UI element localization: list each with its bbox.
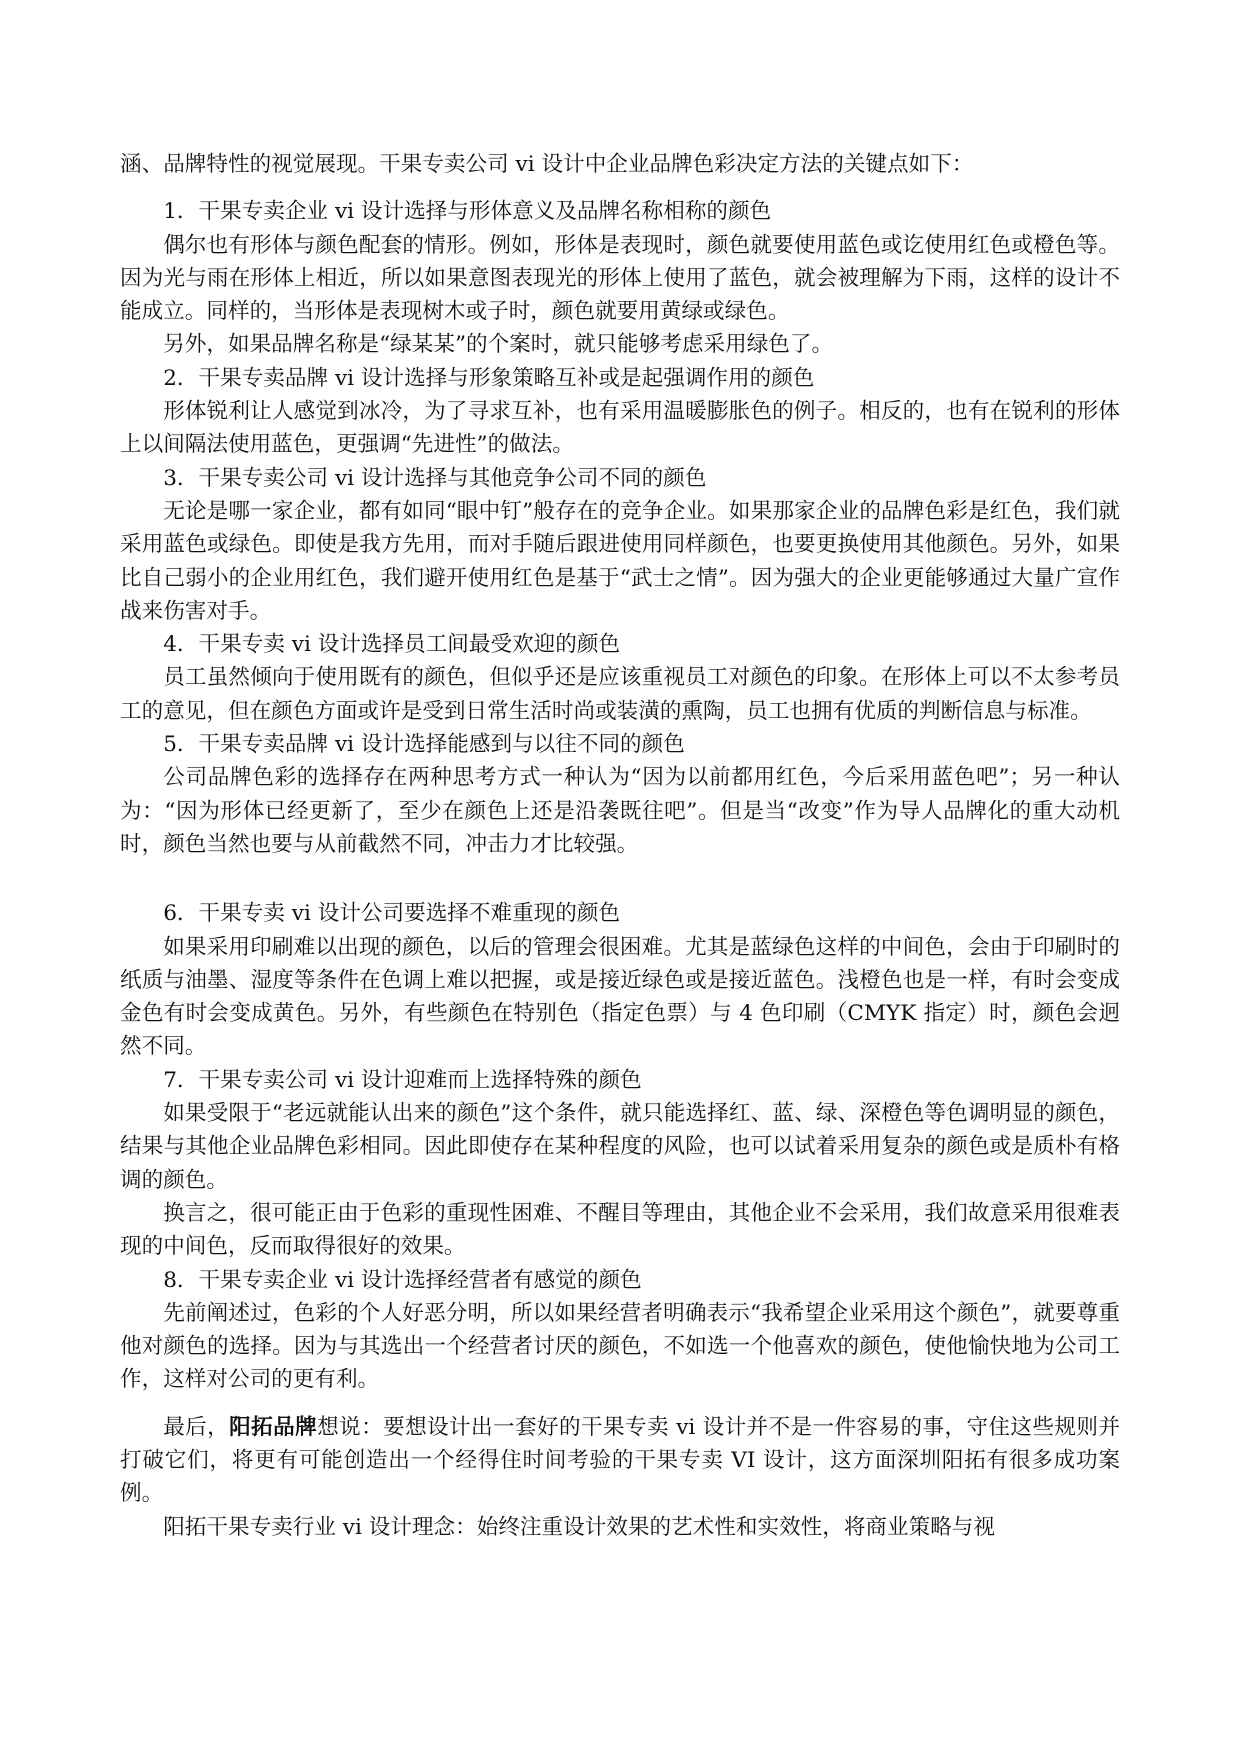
section-paragraph: 另外，如果品牌名称是“绿某某”的个案时，就只能够考虑采用绿色了。 [163,332,834,358]
section-heading-6: 6．干果专卖 vi 设计公司要选择不难重现的颜色 [163,901,621,927]
section-paragraph: 无论是哪一家企业，都有如同“眼中钉”般存在的竞争企业。如果那家企业的品牌色彩是红色，我们就采用蓝色或绿色。即使是我方先用，而对手随后跟进使用同样颜色，也要更换使用其他颜色。另外，如果比自己弱小的企业用红色，我们避开使用红色是基于“武士之情”。因为强大的企业更能够通过大量广宣作战来伤害对手。 [120,498,1120,624]
section-heading-3: 3．干果专卖公司 vi 设计选择与其他竞争公司不同的颜色 [163,465,707,491]
section-paragraph: 如果受限于“老远就能认出来的颜色”这个条件，就只能选择红、蓝、绿、深橙色等色调明显的颜色，结果与其他企业品牌色彩相同。因此即使存在某种程度的风险，也可以试着采用复杂的颜色或是质朴有格调的颜色。 [120,1101,1120,1193]
section-heading-2: 2．干果专卖品牌 vi 设计选择与形象策略互补或是起强调作用的颜色 [163,365,815,391]
section-paragraph: 形体锐利让人感觉到冰冷，为了寻求互补，也有采用温暖膨胀色的例子。相反的，也有在锐利的形体上以间隔法使用蓝色，更强调“先进性”的做法。 [120,399,1120,458]
section-heading-8: 8．干果专卖企业 vi 设计选择经营者有感觉的颜色 [163,1267,642,1293]
section-paragraph: 如果采用印刷难以出现的颜色，以后的管理会很困难。尤其是蓝绿色这样的中间色，会由于印刷时的纸质与油墨、湿度等条件在色调上难以把握，或是接近绿色或是接近蓝色。浅橙色也是一样，有时会变成金色有时会变成黄色。另外，有些颜色在特别色（指定色票）与 4 色印刷（CMYK 指定）时，颜色会迥然不同。 [120,934,1120,1060]
closing-prefix: 最后， [163,1414,230,1440]
section-heading-1: 1．干果专卖企业 vi 设计选择与形体意义及品牌名称相称的颜色 [163,199,772,225]
section-heading-7: 7．干果专卖公司 vi 设计迎难而上选择特殊的颜色 [163,1067,642,1093]
final-paragraph: 阳拓干果专卖行业 vi 设计理念：始终注重设计效果的艺术性和实效性，将商业策略与视 [163,1514,995,1540]
section-paragraph: 公司品牌色彩的选择存在两种思考方式一种认为“因为以前都用红色，今后采用蓝色吧”；另一种认为：“因为形体已经更新了，至少在颜色上还是沿袭既往吧”。但是当“改变”作为导人品牌化的重大动机时，颜色当然也要与从前截然不同，冲击力才比较强。 [120,765,1120,857]
brand-name: 阳拓品牌 [229,1414,318,1440]
section-paragraph: 偶尔也有形体与颜色配套的情形。例如，形体是表现时，颜色就要使用蓝色或讫使用红色或橙色等。因为光与雨在形体上相近，所以如果意图表现光的形体上使用了蓝色，就会被理解为下雨，这样的设计不能成立。同样的，当形体是表现树木或子时，颜色就要用黄绿或绿色。 [120,232,1120,325]
section-heading-4: 4．干果专卖 vi 设计选择员工间最受欢迎的颜色 [163,632,621,658]
closing-text: 想说：要想设计出一套好的干果专卖 vi 设计并不是一件容易的事，守住这些规则并打破它们，将更有可能创造出一个经得住时间考验的干果专卖 VI 设计，这方面深圳阳拓有很多成功案例。 [120,1414,1120,1507]
intro-paragraph: 涵、品牌特性的视觉展现。干果专卖公司 vi 设计中企业品牌色彩决定方法的关键点如下： [120,152,974,177]
closing-paragraph [120,1411,1120,1511]
section-paragraph: 换言之，很可能正由于色彩的重现性困难、不醒目等理由，其他企业不会采用，我们故意采用很难表现的中间色，反而取得很好的效果。 [120,1200,1120,1260]
section-paragraph: 先前阐述过，色彩的个人好恶分明，所以如果经营者明确表示“我希望企业采用这个颜色”，就要尊重他对颜色的选择。因为与其选出一个经营者讨厌的颜色，不如选一个他喜欢的颜色，使他愉快地为公司工作，这样对公司的更有利。 [120,1300,1120,1393]
section-heading-5: 5．干果专卖品牌 vi 设计选择能感到与以往不同的颜色 [163,732,685,758]
document-page [120,148,1120,1544]
section-paragraph: 员工虽然倾向于使用既有的颜色，但似乎还是应该重视员工对颜色的印象。在形体上可以不太参考员工的意见，但在颜色方面或许是受到日常生活时尚或装潢的熏陶，员工也拥有优质的判断信息与标准。 [120,665,1120,724]
